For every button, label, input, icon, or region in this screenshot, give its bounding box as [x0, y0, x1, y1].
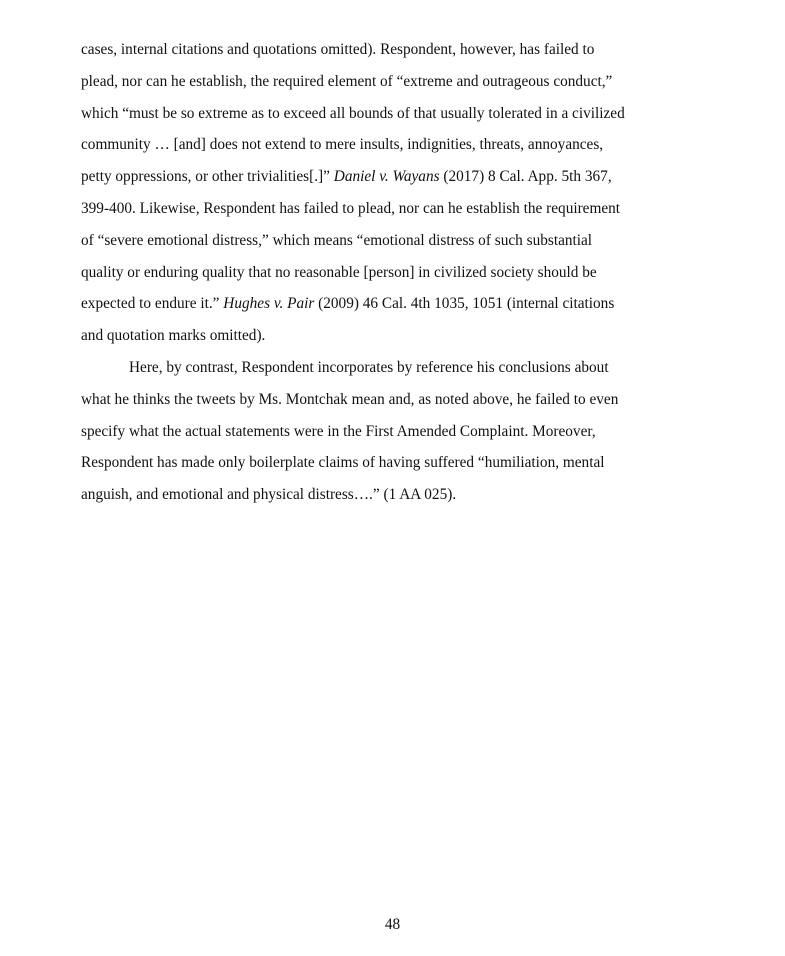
page-number: 48 — [384, 916, 401, 933]
text-run: expected to endure it.” — [81, 295, 224, 313]
text-line — [81, 288, 721, 320]
text-line: specify what the actual statements were in the First Amended Complaint. Moreover, — [81, 422, 596, 440]
text-line: anguish, and emotional and physical distress….” (1 AA 025). — [81, 486, 457, 504]
text-run: (2009) 46 Cal. 4th 1035, 1051 (internal citations — [314, 295, 615, 313]
text-line: quality or enduring quality that no reasonable [person] in civilized society should be — [81, 263, 597, 281]
text-run: (2017) 8 Cal. App. 5th 367, — [439, 168, 612, 186]
text-line: Respondent has made only boilerplate claims of having suffered “humiliation, mental — [81, 454, 605, 472]
paragraph-start-line: Here, by contrast, Respondent incorporates by reference his conclusions about — [129, 358, 609, 376]
text-line: what he thinks the tweets by Ms. Montchak mean and, as noted above, he failed to even — [81, 390, 619, 408]
case-citation: Daniel v. Wayans — [333, 168, 440, 186]
case-citation: Hughes v. Pair — [223, 295, 315, 313]
text-line: of “severe emotional distress,” which means “emotional distress of such substantial — [81, 231, 593, 249]
text-line: which “must be so extreme as to exceed all bounds of that usually tolerated in a civilized — [81, 104, 625, 122]
text-line: cases, internal citations and quotations omitted). Respondent, however, has failed to — [81, 41, 595, 58]
text-line: plead, nor can he establish, the required element of “extreme and outrageous conduct,” — [81, 72, 613, 90]
body-text — [81, 34, 721, 511]
text-line — [81, 161, 721, 193]
text-line: and quotation marks omitted). — [81, 327, 266, 345]
text-run: petty oppressions, or other trivialities[.]” — [81, 168, 334, 186]
text-line: community … [and] does not extend to mere insults, indignities, threats, annoyances, — [81, 136, 604, 154]
text-line: 399-400. Likewise, Respondent has failed to plead, nor can he establish the requirement — [81, 199, 621, 217]
